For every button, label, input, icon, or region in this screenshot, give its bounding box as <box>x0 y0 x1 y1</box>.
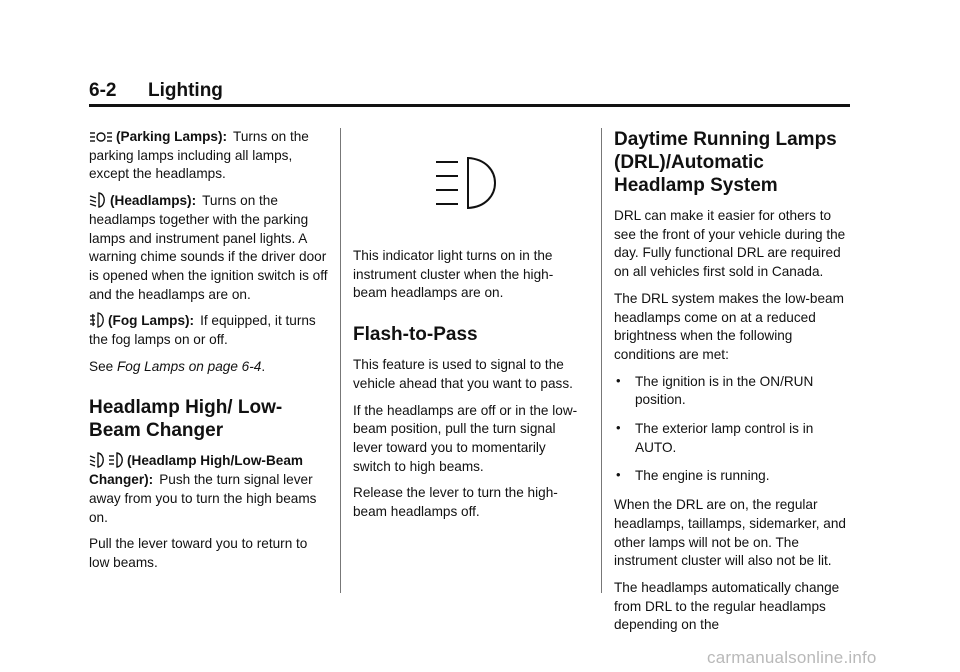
bullet: • <box>616 467 621 483</box>
release-lever-paragraph: Release the lever to turn the high-beam headlamps off. <box>353 485 558 520</box>
see-reference-paragraph <box>89 358 331 377</box>
high-beam-indicator-icon <box>434 155 504 211</box>
drl-intro-paragraph: DRL can make it easier for others to see the front of your vehicle during the day. Fully functional DRL are required on all vehicles first sold in Canada. <box>614 208 846 280</box>
drl-system-paragraph: The DRL system makes the low-beam headlamps come on at a reduced brightness when the following conditions are met: <box>614 290 844 362</box>
fog-lamps-paragraph <box>89 312 331 349</box>
indicator-light-paragraph: This indicator light turns on in the instrument cluster when the high-beam headlamps are on. <box>353 248 554 301</box>
bullet: • <box>616 420 621 436</box>
column-2 <box>353 128 585 530</box>
fog-lamps-text: If equipped, it turns the fog lamps on or off. <box>89 313 316 348</box>
headlamp-changer-heading: Headlamp High/ Low-Beam Changer <box>89 397 283 442</box>
parking-lamps-paragraph <box>89 128 331 184</box>
headlamps-paragraph <box>89 192 331 304</box>
page-header <box>89 80 850 106</box>
headlamp-changer-paragraph <box>89 452 331 527</box>
low-beam-headlamp-icon <box>89 192 107 208</box>
bullet: • <box>616 372 621 388</box>
column-3 <box>614 128 852 643</box>
headlamps-text: Turns on the headlamps together with the parking lamps and instrument panel lights. A warning chime sounds if the driver door is opened when the ignition switch is off and the headlamps are on. <box>89 193 328 302</box>
headlamp-changer-term: (Headlamp High/Low-Beam Changer): <box>89 453 303 488</box>
fog-lamp-icon <box>89 312 105 328</box>
column-divider-2 <box>601 128 602 593</box>
parking-lamps-term: (Parking Lamps): <box>116 129 228 144</box>
pull-lever-paragraph: Pull the lever toward you to return to low beams. <box>89 536 308 570</box>
parking-lamps-text: Turns on the parking lamps including all lamps, except the headlamps. <box>89 129 309 182</box>
column-divider-1 <box>340 128 341 593</box>
drl-on-paragraph: When the DRL are on, the regular headlamps, taillamps, sidemarker, and other lamps will not be on. The instrument cluster will also not be lit. <box>614 497 846 569</box>
flash-to-pass-heading: Flash-to-Pass <box>353 324 478 346</box>
drl-heading: Daytime Running Lamps (DRL)/Automatic Headlamp System <box>614 129 837 196</box>
fog-lamps-reference-link[interactable]: Fog Lamps on page 6-4 <box>116 358 262 374</box>
headlamp-changer-text: Push the turn signal lever away from you to turn the high beams on. <box>89 472 317 525</box>
flash-to-pass-paragraph: This feature is used to signal to the vehicle ahead that you want to pass. <box>353 357 573 391</box>
page-number: 6-2 <box>89 80 117 101</box>
drl-conditions-list <box>614 373 852 487</box>
low-beam-headlamp-icon <box>89 452 105 468</box>
list-item: • The engine is running. <box>616 467 770 484</box>
list-item: • The ignition is in the ON/RUN position. <box>616 372 814 408</box>
column-1 <box>89 128 331 581</box>
high-beam-headlamp-icon <box>108 452 124 468</box>
headlamps-term: (Headlamps): <box>110 193 197 209</box>
parking-lamps-icon <box>89 130 113 144</box>
fog-lamps-term: (Fog Lamps): <box>108 313 195 329</box>
see-prefix: See <box>89 358 114 374</box>
header-rule <box>89 104 850 107</box>
section-title: Lighting <box>148 80 223 101</box>
list-item: • The exterior lamp control is in AUTO. <box>616 420 814 455</box>
watermark: carmanualsonline.info <box>707 648 877 667</box>
see-suffix: . <box>261 358 266 374</box>
auto-change-paragraph: The headlamps automatically change from DRL to the regular headlamps depending on the <box>614 579 840 633</box>
headlamps-off-paragraph: If the headlamps are off or in the low-beam position, pull the turn signal lever toward you to momentarily switch to high beams. <box>353 402 578 474</box>
